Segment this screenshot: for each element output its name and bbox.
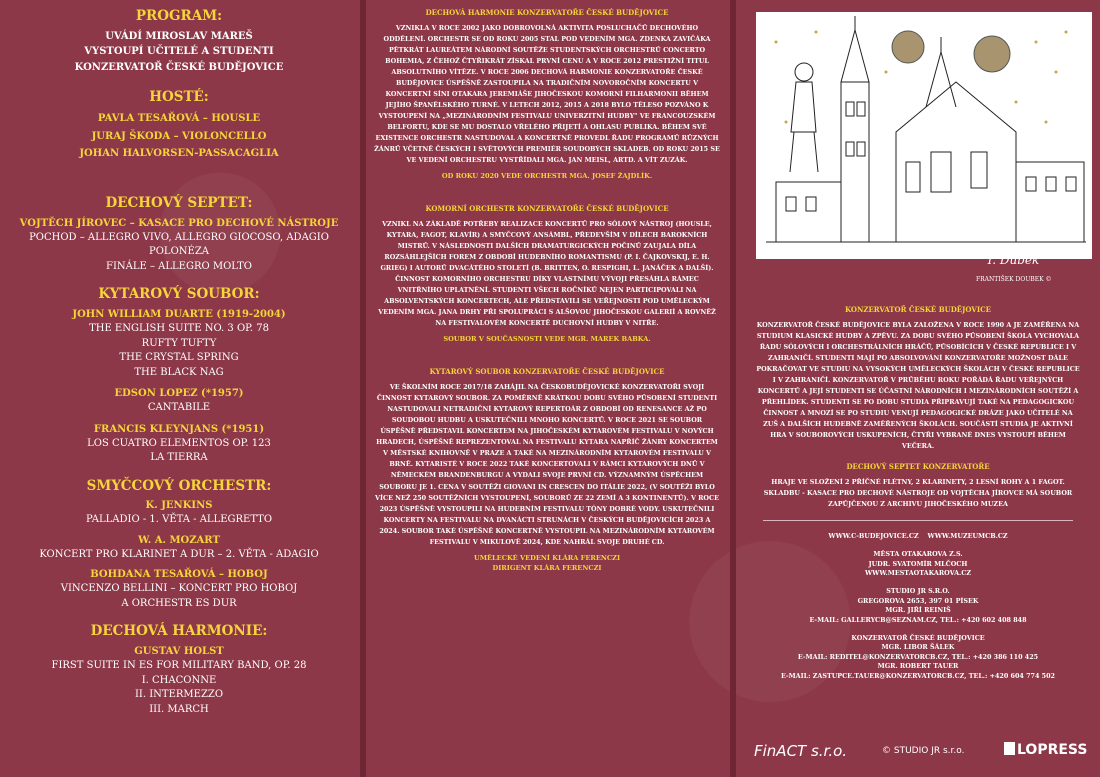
website-links[interactable]: WWW.C-BUDEJOVICE.CZ WWW.MUZEUMCB.CZ [828, 532, 1008, 541]
lopress-logo [1004, 742, 1087, 758]
composer: JOHN WILLIAM DUARTE (1919-2004) [72, 309, 286, 320]
contact-line: KONZERVATOŘ ČESKÉ BUDĚJOVICE [851, 633, 985, 642]
contact-line: MGR. JIŘÍ REINIŠ [885, 606, 951, 615]
piece-line: LOS CUATRO ELEMENTOS OP. 123 [87, 437, 271, 449]
church-drawing [756, 12, 1092, 259]
program-line: UVÁDÍ MIROSLAV MAREŠ [105, 30, 253, 42]
piece-line: RUFTY TUFTY [141, 337, 217, 349]
piece-line: PALLADIO - 1. VĚTA - ALLEGRETTO [85, 514, 273, 526]
composer: FRANCIS KLEYNJANS (*1951) [93, 423, 265, 435]
finact-logo: FinACT s.r.o. [754, 742, 848, 760]
block-text: KONZERVATOŘ ČESKÉ BUDĚJOVICE BYLA ZALOŽENA V ROCE 1990 A JE ZAMĚŘENA NA STUDIUM KLASICKÉ HUDBY A ZPĚVU. ZA DOBU SVÉHO PŮSOBENÍ ŠKOLA VYCHOVALA ŘADU SÓLOVÝCH I ORCHESTRÁLNÍCH HRÁČŮ, PŮSOBÍCÍCH V ČESKÉ REPUBLICE I V ZAHRANIČÍ. STUDENTI MAJÍ PO ABSOLVOVÁNÍ KONZERVATOŘE MOŽNOST DÁLE POKRAČOVAT VE STUDIU NA VYSOKÝCH UMĚLECKÝCH ŠKOLÁCH V ČESKÉ REPUBLICE I V ZAHRANIČÍ. KONZERVATOŘ V PRŮBĚHU ROKU POŘÁDÁ ŘADU VEŘEJNÝCH KONCERTŮ A JEJÍ STUDENTI SE ÚČASTNÍ NÁRODNÍCH I MEZINÁRODNÍCH SOUTĚŽÍ A PŘEHLÍDEK. STUDENTI SE PO DOBU STUDIA PŘIPRAVUJÍ TAKÉ NA PEDAGOGICKOU ČINNOST A MNOZÍ SE PO STUDIU VENUJÍ PEDAGOGICKÉ DRÁZE JAKO UČITELÉ NA ZUŠ A DALŠÍCH HUDEBNĚ ZAMĚŘENÝCH ŠKOLÁCH. SOUČÁSTÍ STUDIA JE AKTIVNÍ HRA V SOUBOROVÝCH USKUPENÍCH, ČTYŘI VYBRANÉ DNES VYSTOUPÍ BĚHEM VEČERA. [756, 321, 1080, 451]
strings-heading: SMYČCOVÝ ORCHESTR: [86, 477, 272, 494]
signature: T. Dubek [986, 253, 1040, 267]
wind-heading: DECHOVÁ HARMONIE: [90, 623, 268, 640]
city-contact [736, 550, 1100, 579]
piece-line: CANTABILE [147, 402, 211, 413]
guest-line: JURAJ ŠKODA – VIOLONCELLO [91, 130, 267, 142]
guest-line: PAVLA TESAŘOVÁ – HOUSLE [97, 113, 261, 125]
contact-line: GREGOROVA 2653, 397 01 PÍSEK [857, 596, 979, 605]
composer: EDSON LOPEZ (*1957) [114, 388, 244, 399]
piece-line: I. CHACONNE [141, 674, 217, 686]
block-title: KYTAROVÝ SOUBOR KONZERVATOŘE ČESKÉ BUDĚJOVICE [429, 367, 665, 377]
contact-link[interactable]: E-MAIL: REDITEL@KONZERVATORCB.CZ, TEL.: +420 386 110 425 [797, 652, 1039, 661]
divider-line [763, 520, 1073, 521]
block-title: DECHOVÁ HARMONIE KONZERVATOŘE ČESKÉ BUDĚJOVICE [425, 8, 669, 17]
composer: VOJTĚCH JÍROVEC – KASACE PRO DECHOVÉ NÁSTROJE [19, 217, 339, 229]
program-heading: PROGRAM: [135, 8, 223, 24]
piece-line: POLONÉZA [149, 246, 209, 258]
copyright-icon: © [882, 746, 891, 756]
piece-line: FINÁLE – ALLEGRO MOLTO [106, 260, 252, 272]
contact-line: MĚSTA OTAKAROVA Z.S. [873, 550, 963, 559]
school-contact [736, 634, 1100, 682]
studio-contact [736, 587, 1100, 625]
guest-line: JOHAN HALVORSEN-PASSACAGLIA [79, 148, 279, 160]
block-note: OD ROKU 2020 VEDE ORCHESTR MGA. JOSEF ŽAJDLÍK. [441, 172, 653, 181]
composer: BOHDANA TESAŘOVÁ – HOBOJ [90, 569, 268, 581]
piece-line: VINCENZO BELLINI – KONCERT PRO HOBOJ [60, 583, 298, 595]
piece-line: THE ENGLISH SUITE NO. 3 OP. 78 [89, 323, 269, 334]
program-line: KONZERVATOŘ ČESKÉ BUDĚJOVICE [74, 61, 284, 73]
lopress-mark-icon [1004, 742, 1015, 755]
septet-heading: DECHOVÝ SEPTET: [105, 194, 253, 211]
lopress-text: LOPRESS [1017, 742, 1088, 758]
block-text: HRAJE VE SLOŽENÍ 2 PŘÍČNÉ FLÉTNY, 2 KLARINETY, 2 LESNÍ ROHY A 1 FAGOT. SKLADBU - KASACE PRO DECHOVÉ NÁSTROJE OD VOJTĚCHA JÍROVCE MÁ SOUBOR ZAPŮJČENOU Z ARCHIVU JIHOČESKÉHO MUZEA [763, 478, 1073, 509]
program-line: VYSTOUPÍ UČITELÉ A STUDENTI [84, 46, 274, 58]
artist-credit: FRANTIŠEK DOUBEK © [976, 276, 1052, 283]
septet-section [0, 195, 358, 274]
block-note: UMĚLECKÉ VEDENÍ KLÁRA FERENCZI [473, 553, 621, 562]
contact-line: MGR. ROBERT TAUER [877, 662, 959, 671]
wind-section [0, 623, 358, 717]
composer: W. A. MOZART [138, 534, 220, 546]
piece-line: KONCERT PRO KLARINET A DUR – 2. VĚTA - ADAGIO [39, 548, 319, 560]
piece-line: THE CRYSTAL SPRING [119, 352, 239, 363]
block-note: SOUBOR V SOUČASNOSTI VEDE MGR. MAREK BABKA. [443, 335, 651, 344]
contact-link[interactable]: E-MAIL: ZASTUPCE.TAUER@KONZERVATORCB.CZ, TEL.: +420 604 774 502 [780, 671, 1056, 680]
contact-link[interactable]: WWW.MESTAOTAKAROVA.CZ [864, 569, 972, 578]
block-title: KONZERVATOŘ ČESKÉ BUDĚJOVICE [844, 305, 992, 314]
piece-line: LA TIERRA [150, 452, 208, 463]
info-column [736, 0, 1100, 777]
composer: GUSTAV HOLST [134, 646, 224, 658]
program-column [0, 0, 358, 777]
contact-link[interactable]: E-MAIL: GALLERYCB@SEZNAM.CZ, TEL.: +420 602 408 848 [809, 615, 1027, 624]
guests-section [0, 89, 358, 162]
ensembles-column [366, 0, 728, 777]
guitar-ensemble-block [366, 367, 728, 571]
program-section [0, 8, 358, 75]
block-title: DECHOVÝ SEPTET KONZERVATOŘE [846, 462, 990, 472]
block-text: VZNIKLA V ROCE 2002 JAKO DOBROVOLNÁ AKTIVITA POSLUCHAČŮ DECHOVÉHO ODDĚLENÍ. ORCHESTR SE OD ROKU 2005 STAL POD VEDENÍM MGA. ZDENKA ZAVIČÁKA PĚTKRÁT LAUREÁTEM NÁRODNÍ SOUTĚŽE STUDENTSKÝCH ORCHESTRŮ CONCERTO BOHEMIA, Z ČEHOŽ ČTYŘIKRÁT ZÍSKAL PRVNÍ CENU A V ROCE 2012 PRESTIŽNÍ TITUL ABSOLUTNÍHO VÍTĚZE. V ROCE 2006 DECHOVÁ HARMONIE KONZERVATOŘE ČESKÉ BUDĚJOVICE ÚSPĚŠNĚ ZASTOUPILA NA TRADIČNÍM NOVOROČNÍM KONCERTU V KONCERTNÍ SÍNI OTAKARA JEREMIÁŠE JIHOČESKOU KOMORNÍ FILHARMONII BĚHEM JEJÍHO ŠPANĚLSKÉHO TURNÉ. V LETECH 2012, 2015 A 2018 BYLO TĚLESO POZVÁNO K VYSTOUPENÍ NA „MEZINÁRODNÍM FESTIVALU UNIVERZITNÍ HUDBY" VE FRANCOUZSKÉM BELFORTU, KDE SE MU DOSTALO VŘELÉHO PŘIJETÍ A OHLASU PUBLIKA. BĚHEM SVÉ EXISTENCE ORCHESTR NASTUDOVAL A KONCERTNĚ PROVEDL ŘADU PROGRAMŮ RŮZNÝCH ŽÁNRŮ VČETNĚ ČESKÝCH I SVĚTOVÝCH PREMIÉR SOUDOBÝCH SKLADEB. OD ROKU 2015 SE VE VEDENÍ ORCHESTRU VYSTŘÍDALI MGA. JAN MEISL, ARTD. A VÍT ZUZÁK. [374, 24, 720, 165]
composer: K. JENKINS [145, 500, 213, 512]
studio-jr-text: STUDIO JR s.r.o. [893, 746, 965, 756]
contact-line: JUDR. SVATOMÍR MLČOCH [868, 559, 968, 568]
sponsor-logos [736, 740, 1100, 770]
piece-line: POCHOD – ALLEGRO VIVO, ALLEGRO GIOCOSO, ADAGIO [29, 231, 329, 243]
piece-line: A ORCHESTR ES DUR [121, 597, 237, 609]
piece-line: III. MARCH [149, 703, 209, 715]
piece-line: II. INTERMEZZO [134, 689, 224, 701]
contact-line: STUDIO JR S.R.O. [886, 587, 950, 596]
strings-section [0, 478, 358, 612]
block-text: VE ŠKOLNÍM ROCE 2017/18 ZAHÁJIL NA ČESKOBUDĚJOVICKÉ KONZERVATOŘI SVOJI ČINNOST KYTAROVÝ SOUBOR. ZA POMĚRNĚ KRÁTKOU DOBU SVÉHO PŮSOBENÍ STUDENTI NASTUDOVALI NETRADIČNÍ KYTAROVÝ REPERTOÁR Z OBDOBÍ OD RENESANCE AŽ PO SOUDOBOU HUDBU A USKUTEČNILI MNOHO KONCERTŮ. V ROCE 2021 SE SOUBOR ÚSPĚŠNĚ PŘEDSTAVIL KONCERTEM NA JIHOČESKÉM KYTAROVÉM FESTIVALU V NOVÝCH HRADECH, ÚSPĚŠNĚ REPREZENTOVAL NA FESTIVALU KYTARA NAPŘÍČ ŽÁNRY KONCERTEM V MĚSTSKÉ KNIHOVNĚ V PRAZE A TAKÉ NA MEZINÁRODNÍM KYTAROVÉM FESTIVALU V BRNĚ. KYTARISTÉ V ROCE 2022 TAKÉ KONCERTOVALI V RÁMCI KYTAROVÝCH DNŮ V NĚMECKÉM BRANDENBURGU A VYDALI SVOJE PRVNÍ CD. VÝZNAMNÝM ÚSPĚCHEM SOUBORU JE 1. CENA V SOUTĚŽI GIOVANI IN CRESCEN DO ITÁLIE 2022, (V SOUTĚŽI BYLO VÍCE NEŽ 250 SOUTĚŽNÍCH VYSTOUPENÍ, SOUBORŮ ZE 22 ZEMÍ A 3 KONTINENTŮ). V ROCE 2023 ÚSPĚŠNĚ VYSTOUPILI NA HUDEBNÍM FESTIVALU TÓNY DOBRÉ VODY. USKUTEČNILI KONCERTY NA FESTIVALU NA DVANÁCTI STRUNÁCH V ČESKÝCH BUDĚJOVICÍCH 2023 A 2024. SOUBOR TAKÉ ÚSPĚŠNĚ KONCERTNĚ VYSTOUPIL NA MEZINÁRODNÍM KYTAROVÉM FESTIVALU V MIKULOVĚ 2024, KDE NAHRÁL SVOJE DRUHÉ CD. [375, 383, 719, 546]
guests-heading: HOSTÉ: [149, 89, 209, 106]
contact-line: MGR. LIBOR ŠÁLEK [881, 643, 955, 652]
block-text: VZNIKL NA ZÁKLADĚ POTŘEBY REALIZACE KONCERTŮ PRO SÓLOVÝ NÁSTROJ (HOUSLE, KYTARA, FAGOT, KLAVÍR) A SMYČCOVÝ ANSÁMBL, PŘEDEVŠÍM V DÍLECH BAROKNÍCH MISTRŮ. V NÁSLEDNOSTI DALŠÍCH DRAMATURGICKÝCH POČINŮ ZAUJALA DÍLA ROZSÁHLEJŠÍCH FOREM Z OBDOBÍ HUDEBNÍHO ROMANTISMU (P. I. ČAJKOVSKIJ, E. H. GRIEG) I AUTORŮ DVACÁTÉHO STOLETÍ (B. BRITTEN, O. RESPIGHI, L. JANÁČEK A DALŠÍ). ČINNOST KOMORNÍHO ORCHESTRU DÍKY VLASTNÍMU VÝVOJI PŘESÁHLA RÁMEC VNITŘNÍHO UPLATNĚNÍ. STUDENTI VŠECH ROČNÍKŮ NEJEN PARTICIPOVALI NA ABSOLVENTSKÝCH KONCERTECH, ALE PŘEDSTAVILI SE VEŘEJNOSTI POD UMĚLECKÝM VEDENÍM MGA. JANA DRHY PŘI SPOLUPRÁCI S ALŠOVOU JIHOČESKOU GALERIÍ A ROVNĚŽ NA FESTIVALOVÉM KONCERTĚ DUCHOVNÍ HUDBY V NITŘE. [378, 220, 716, 328]
block-note: DIRIGENT KLÁRA FERENCZI [492, 563, 602, 572]
guitar-section [0, 286, 358, 465]
piece-line: THE BLACK NAG [134, 366, 224, 378]
block-title: KOMORNÍ ORCHESTR KONZERVATOŘE ČESKÉ BUDĚJOVICE [425, 204, 669, 214]
studio-jr-logo [882, 746, 964, 756]
info-body [736, 305, 1100, 682]
piece-line: FIRST SUITE IN ES FOR MILITARY BAND, OP. 28 [51, 660, 307, 672]
chamber-orchestra-block [366, 204, 728, 343]
guitar-heading: KYTAROVÝ SOUBOR: [98, 286, 260, 303]
wind-harmony-block [366, 8, 728, 180]
